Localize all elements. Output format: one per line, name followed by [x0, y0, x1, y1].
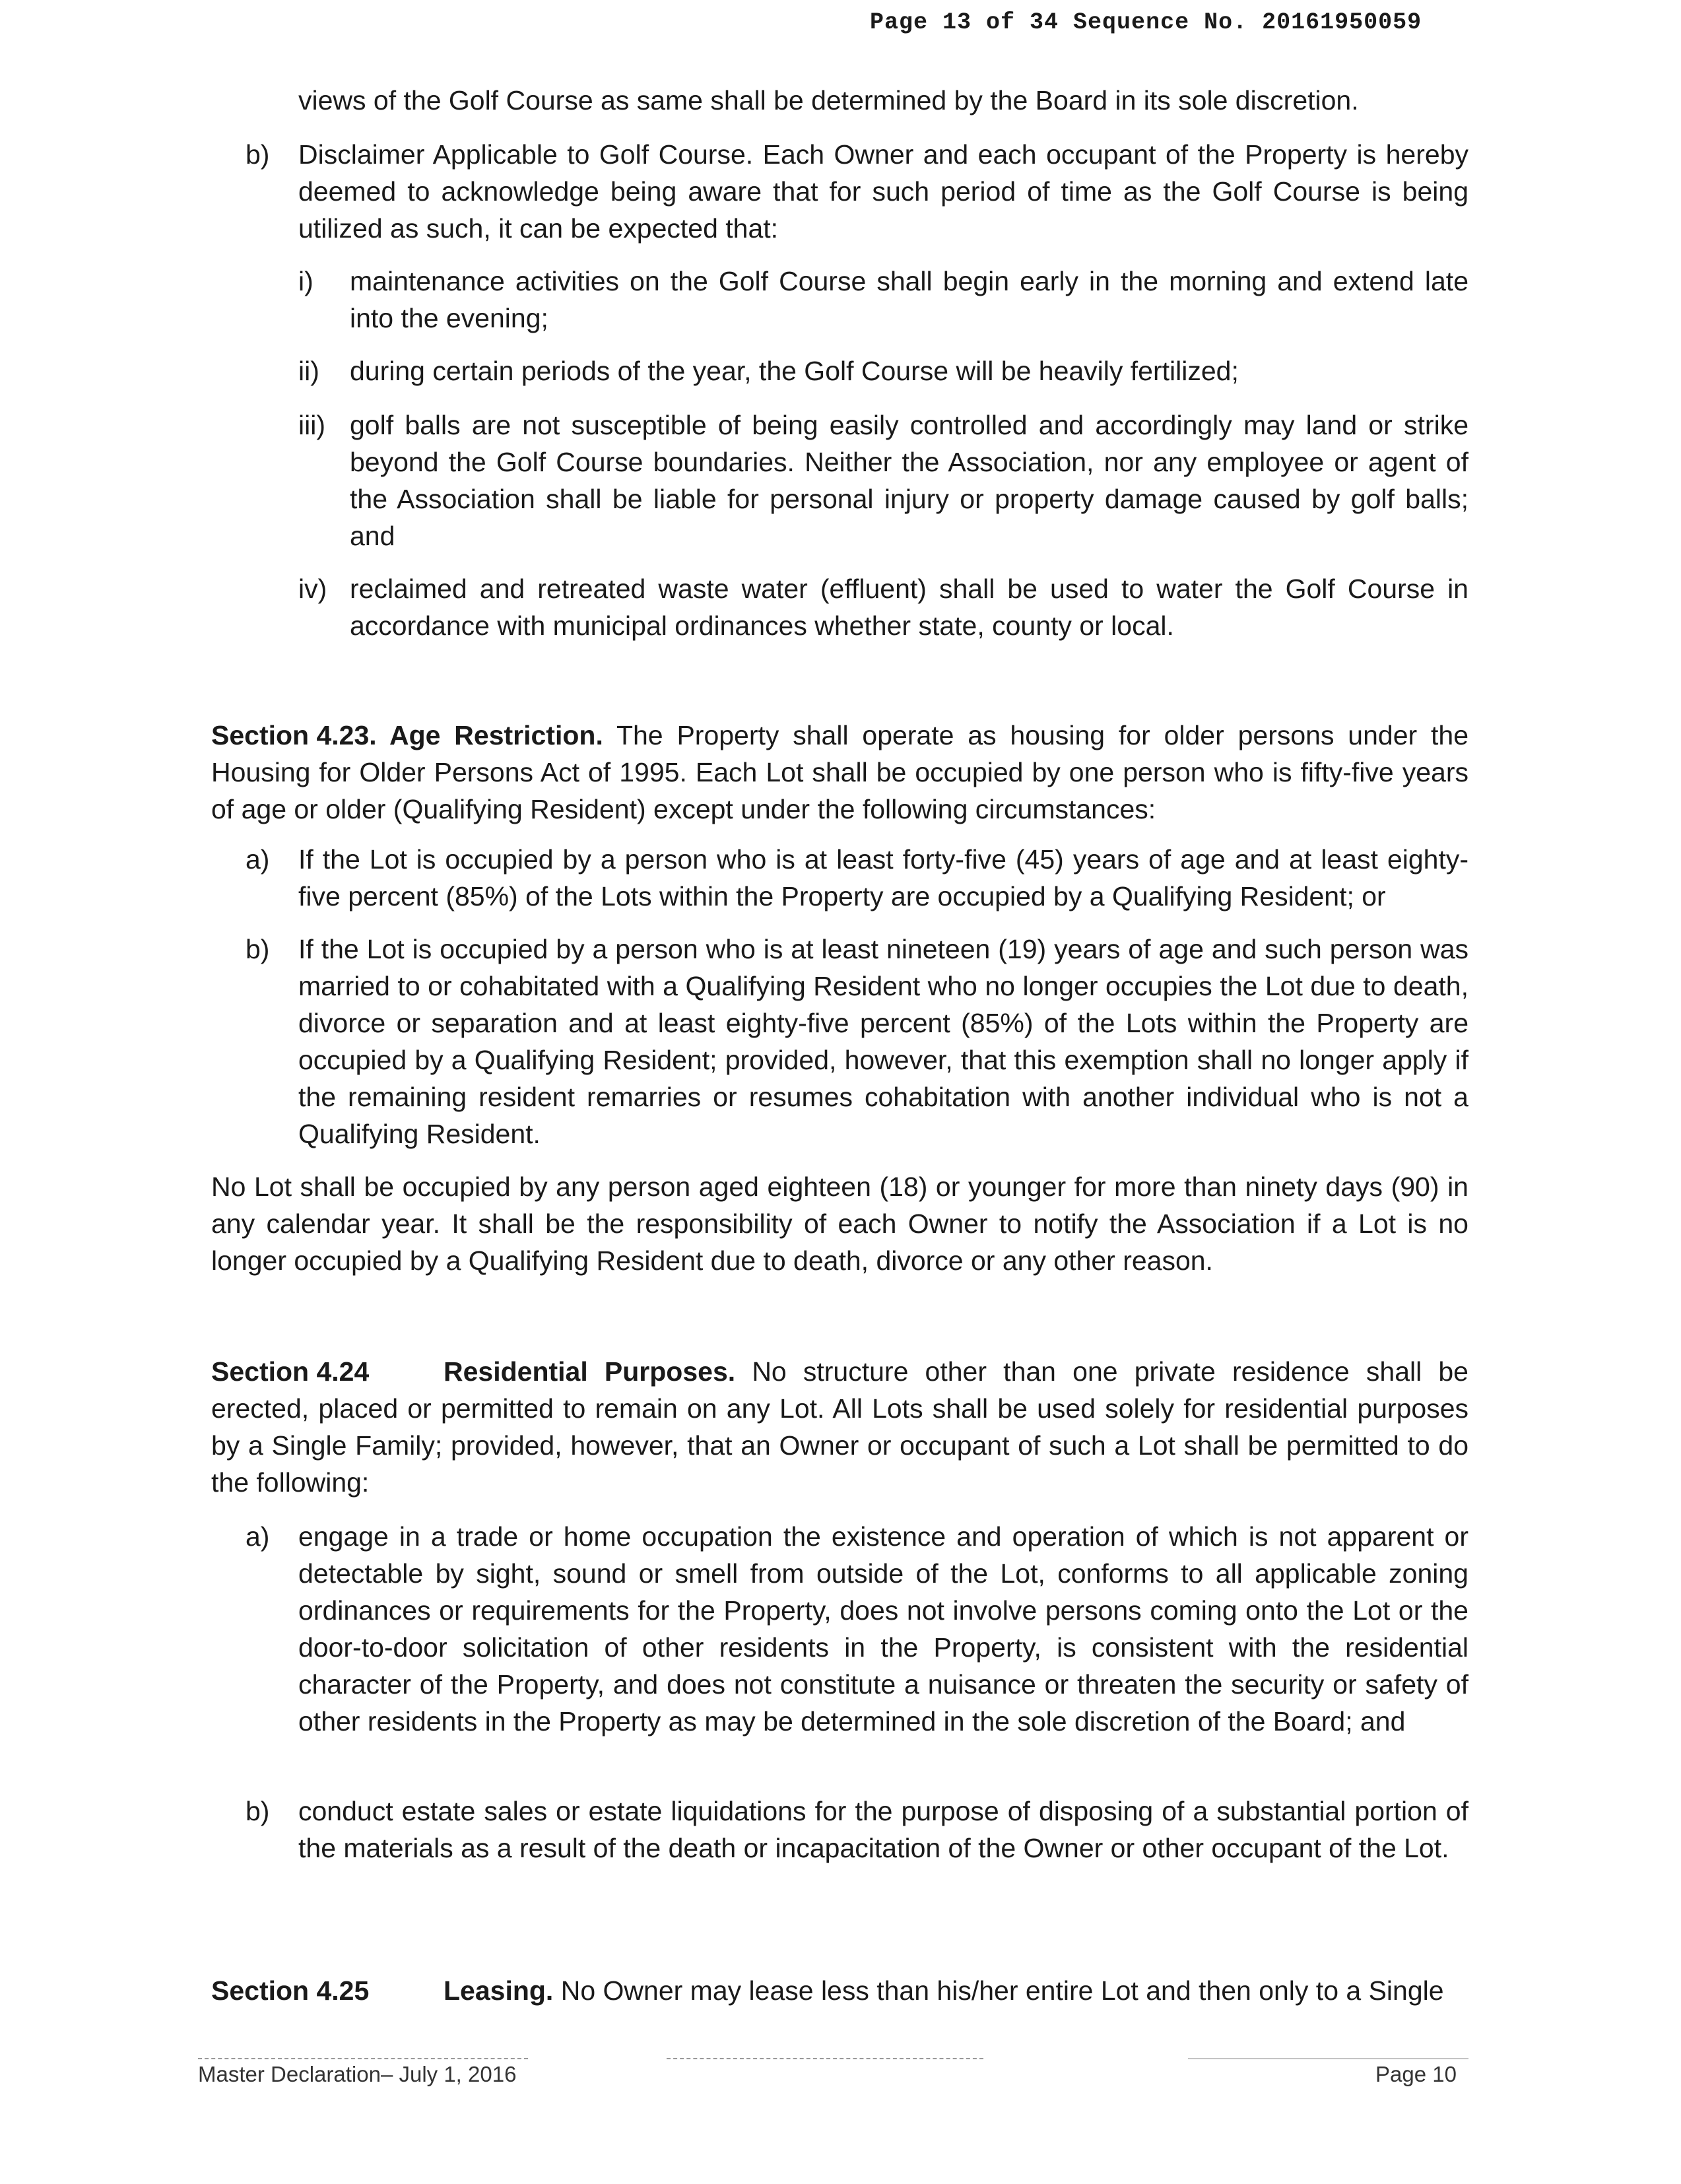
disclaimer-item-ii-text: during certain periods of the year, the Golf Course will be heavily fertilized;: [350, 356, 1239, 386]
section-4-24-item-b-marker: b): [246, 1796, 270, 1826]
section-4-23-item-b-marker: b): [246, 934, 270, 964]
section-4-25-title: Leasing.: [444, 1975, 554, 2006]
section-4-23-closing: No Lot shall be occupied by any person aged eighteen (18) or younger for more than ninety days (90) in any calendar year. It shall be the responsibility of each Owner to notify the Association if a Lot is no longer occupied by a Qualifying Resident due to death, divorce or any other reason.: [211, 1172, 1468, 1276]
disclaimer-text: Disclaimer Applicable to Golf Course. Each Owner and each occupant of the Property is hereby deemed to acknowledge being aware that for such period of time as the Golf Course is being utilized as such, it can be expected that:: [298, 139, 1468, 244]
disclaimer-item-iii: [298, 407, 1468, 554]
section-4-24-item-b-text: conduct estate sales or estate liquidations for the purpose of disposing of a substantial portion of the materials as a result of the death or incapacitation of the Owner or other occupant of the Lot.: [298, 1796, 1468, 1863]
section-4-24-item-a: [246, 1518, 1468, 1777]
section-4-25-text: No Owner may lease less than his/her entire Lot and then only to a Single: [560, 1975, 1444, 2006]
footer-page-number: Page 10: [1375, 2062, 1457, 2086]
disclaimer-paragraph: [246, 136, 1468, 248]
section-4-24-item-a-text: engage in a trade or home occupation the existence and operation of which is not apparent or detectable by sight, sound or smell from outside of the Lot, conforms to all applicable zoning ordinances or requirements for the Property, does not involve persons coming onto the Lot or the door-to-door solicitation of other residents in the Property, is consistent with the residential character of the Property, and does not constitute a nuisance or threaten the security or safety of other residents in the Property as may be determined in the sole discretion of the Board; and: [298, 1521, 1468, 1737]
section-4-23-paragraph: [211, 717, 1468, 828]
disclaimer-item-ii: [298, 352, 1468, 389]
disclaimer-item-iv-text: reclaimed and retreated waste water (effluent) shall be used to water the Golf Course in accordance with municipal ordinances whether state, county or local.: [350, 574, 1468, 641]
section-4-24-title: Residential Purposes.: [444, 1356, 736, 1387]
section-4-25-paragraph: [211, 1972, 1468, 2009]
footer-document-title: Master Declaration– July 1, 2016: [198, 2062, 517, 2086]
disclaimer-item-iv-marker: iv): [298, 574, 327, 604]
disclaimer-item-iii-text: golf balls are not susceptible of being easily controlled and accordingly may land or strike beyond the Golf Course boundaries. Neither the Association, nor any employee or agent of the Association shall be liable for personal injury or property damage caused by golf balls; and: [350, 410, 1468, 551]
disclaimer-item-i: [298, 263, 1468, 337]
section-4-23-item-b-text: If the Lot is occupied by a person who is at least nineteen (19) years of age and such person was married to or cohabitated with a Qualifying Resident who no longer occupies the Lot due to death, divorce or separation and at least eighty-five percent (85%) of the Lots within the Property are occupied by a Qualifying Resident; provided, however, that this exemption shall no longer apply if the remaining resident remarries or resumes cohabitation with another individual who is not a Qualifying Resident.: [298, 934, 1468, 1149]
disclaimer-item-i-marker: i): [298, 266, 313, 296]
intro-line: views of the Golf Course as same shall be determined by the Board in its sole discretion.: [298, 85, 1359, 116]
section-4-23-item-b: [246, 931, 1468, 1152]
section-4-23-title: Age Restriction.: [389, 720, 603, 750]
disclaimer-item-ii-marker: ii): [298, 356, 319, 386]
section-4-24-item-a-marker: a): [246, 1521, 270, 1552]
section-4-24-paragraph: [211, 1353, 1468, 1501]
disclaimer-item-iii-marker: iii): [298, 410, 325, 440]
section-4-23-number: Section 4.23.: [211, 720, 377, 750]
page-sequence-stamp: Page 13 of 34 Sequence No. 20161950059: [870, 9, 1422, 36]
section-4-23-item-a: [246, 841, 1468, 915]
disclaimer-item-iv: [298, 570, 1468, 644]
section-4-24-text: No structure other than one private residence shall be erected, placed or permitted to remain on any Lot. All Lots shall be used solely for residential purposes by a Single Family; provided, however, that an Owner or occupant of such a Lot shall be permitted to do the following:: [211, 1356, 1468, 1498]
section-4-23-item-a-marker: a): [246, 844, 270, 875]
section-4-24-number: Section 4.24: [211, 1356, 370, 1387]
footer-rule-left: [198, 2058, 528, 2059]
footer-rule-right: [1188, 2058, 1468, 2059]
section-4-23-item-a-text: If the Lot is occupied by a person who is at least forty-five (45) years of age and at least eighty-five percent (85%) of the Lots within the Property are occupied by a Qualifying Resident; or: [298, 844, 1468, 911]
section-4-23-text: The Property shall operate as housing for older persons under the Housing for Older Persons Act of 1995. Each Lot shall be occupied by one person who is fifty-five years of age or older (Qualifying Resident) except under the following circumstances:: [211, 720, 1468, 824]
disclaimer-marker: b): [246, 139, 270, 170]
section-4-24-item-b: [246, 1793, 1468, 1903]
disclaimer-item-i-text: maintenance activities on the Golf Course shall begin early in the morning and extend late into the evening;: [350, 266, 1468, 333]
section-4-25-number: Section 4.25: [211, 1975, 370, 2006]
footer-rule-center: [667, 2058, 983, 2059]
